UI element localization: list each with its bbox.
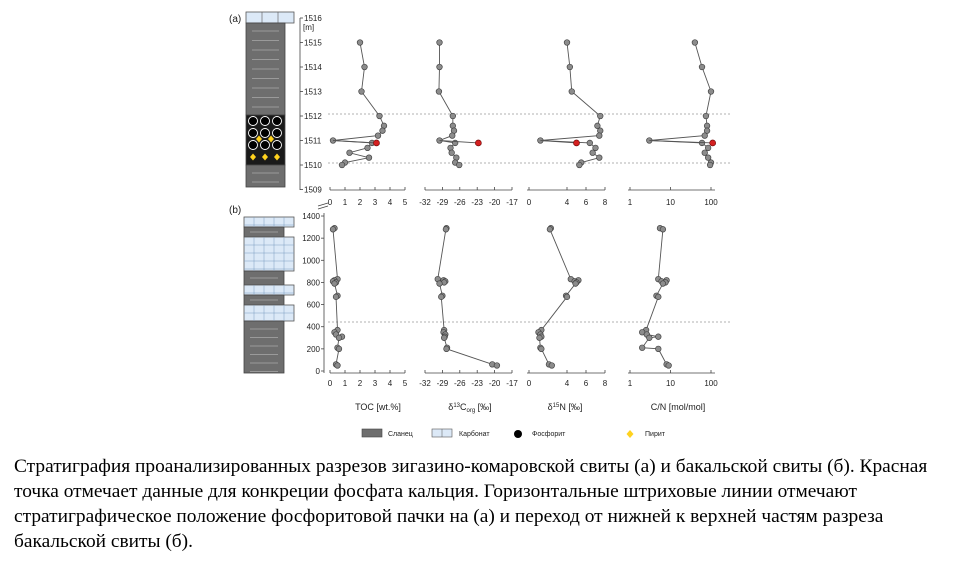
x-tick-label: 10 bbox=[666, 198, 675, 207]
nodule-point bbox=[710, 140, 716, 146]
data-point bbox=[330, 227, 336, 233]
x-tick-label: -23 bbox=[471, 198, 483, 207]
height-tick-label: 600 bbox=[306, 300, 320, 310]
x-tick-label: 3 bbox=[372, 198, 378, 207]
n15-x-axis bbox=[527, 370, 608, 388]
depth-tick-label: 1514 bbox=[304, 63, 322, 72]
series-line bbox=[539, 228, 579, 365]
c13-x-axis bbox=[419, 187, 518, 207]
height-tick-label: 1200 bbox=[302, 234, 320, 244]
data-point bbox=[587, 140, 593, 146]
c13-series-a bbox=[436, 40, 481, 168]
toc-series-a bbox=[330, 40, 387, 168]
data-point bbox=[597, 133, 603, 139]
x-tick-label: 2 bbox=[357, 379, 363, 388]
cn-axis-title: C/N [mol/mol] bbox=[650, 402, 706, 412]
data-point bbox=[666, 363, 672, 369]
data-point bbox=[359, 89, 365, 95]
data-point bbox=[335, 363, 341, 369]
data-point bbox=[366, 155, 372, 161]
nodule-point bbox=[475, 140, 481, 146]
data-point bbox=[639, 345, 645, 351]
panel-b-label: (b) bbox=[229, 205, 242, 216]
data-point bbox=[597, 113, 603, 119]
x-tick-label: 0 bbox=[327, 379, 333, 388]
n15-series-a bbox=[538, 40, 603, 168]
data-point bbox=[702, 133, 708, 139]
x-tick-label: 0 bbox=[526, 198, 532, 207]
data-point bbox=[377, 113, 383, 119]
x-tick-label: -20 bbox=[488, 198, 501, 207]
legend-carbonate-label: Карбонат bbox=[459, 431, 490, 438]
depth-tick-label: 1512 bbox=[304, 112, 322, 121]
nodule-point bbox=[574, 140, 580, 146]
x-tick-label: 5 bbox=[402, 198, 408, 207]
x-tick-label: -32 bbox=[419, 379, 431, 388]
data-point bbox=[569, 89, 575, 95]
x-tick-label: 0 bbox=[526, 379, 532, 388]
x-tick-label: 4 bbox=[564, 379, 570, 388]
x-tick-label: 100 bbox=[704, 198, 718, 207]
data-point bbox=[375, 133, 381, 139]
legend-shale-swatch bbox=[362, 429, 382, 437]
n15-axis-title: $\delta^{15}N$ [‰] bbox=[547, 402, 583, 412]
toc-series-b bbox=[330, 225, 345, 368]
x-tick-label: 6 bbox=[583, 198, 589, 207]
data-point bbox=[660, 227, 666, 233]
data-point bbox=[437, 64, 443, 70]
x-tick-label: 0 bbox=[327, 198, 333, 207]
data-point bbox=[449, 150, 455, 156]
x-tick-label: 6 bbox=[583, 379, 589, 388]
data-point bbox=[577, 162, 583, 168]
legend bbox=[362, 429, 666, 438]
x-tick-label: -26 bbox=[454, 198, 466, 207]
x-tick-label: 8 bbox=[602, 198, 608, 207]
x-tick-label: -17 bbox=[506, 379, 518, 388]
toc-x-axis bbox=[328, 370, 408, 388]
x-tick-label: 1 bbox=[627, 379, 633, 388]
data-point bbox=[656, 294, 662, 300]
x-tick-label: -32 bbox=[419, 198, 431, 207]
x-tick-label: 4 bbox=[387, 198, 393, 207]
legend-pyrite-symbol bbox=[627, 430, 634, 438]
data-point bbox=[656, 334, 662, 340]
x-tick-label: 8 bbox=[602, 379, 608, 388]
data-point bbox=[699, 64, 705, 70]
data-point bbox=[656, 346, 662, 352]
data-point bbox=[597, 155, 603, 161]
x-tick-label: -26 bbox=[454, 379, 466, 388]
x-tick-label: 100 bbox=[704, 379, 718, 388]
cn-series-b bbox=[639, 225, 671, 368]
depth-tick-label: 1510 bbox=[304, 161, 322, 170]
data-point bbox=[708, 89, 714, 95]
x-tick-label: 4 bbox=[387, 379, 393, 388]
data-point bbox=[449, 133, 455, 139]
data-point bbox=[573, 281, 579, 287]
data-point bbox=[703, 113, 709, 119]
x-tick-label: 1 bbox=[342, 379, 348, 388]
data-point bbox=[333, 294, 339, 300]
x-tick-label: 1 bbox=[342, 198, 348, 207]
data-point bbox=[494, 363, 500, 369]
nodule-point bbox=[374, 140, 380, 146]
legend-phosphorite-label: Фосфорит bbox=[532, 431, 566, 438]
series-line bbox=[333, 43, 384, 166]
data-point bbox=[441, 335, 447, 341]
depth-axis-a bbox=[300, 14, 322, 195]
height-axis-b bbox=[302, 203, 328, 376]
depth-tick-label: 1513 bbox=[304, 87, 322, 97]
x-tick-label: 4 bbox=[564, 198, 570, 207]
data-point bbox=[547, 227, 553, 233]
series-line bbox=[540, 43, 600, 166]
lithology-column-a bbox=[246, 12, 294, 187]
c13-axis-title: $\delta^{13}C_{org}$ [‰] bbox=[448, 402, 492, 414]
toc-axis-title: TOC [wt.%] bbox=[355, 402, 401, 412]
depth-unit: [m] bbox=[303, 23, 315, 32]
series-line bbox=[649, 43, 711, 166]
x-tick-label: 2 bbox=[357, 198, 363, 207]
data-point bbox=[564, 40, 570, 46]
data-point bbox=[336, 346, 342, 352]
data-point bbox=[438, 294, 444, 300]
legend-phosphorite-symbol bbox=[514, 430, 522, 438]
depth-tick-label: 1516 bbox=[304, 14, 322, 23]
cn-series-a bbox=[647, 40, 716, 168]
data-point bbox=[707, 162, 713, 168]
data-point bbox=[362, 64, 368, 70]
figure-caption: Стратиграфия проанализированных разрезов зигазино-комаровской свиты (а) и бакальской свиты (б). Красная точка отмечает данные для конкреции фосфата кальция. Горизонтальные штриховые линии отмечают стратиграфическое положение фосфоритовой пачки на (а) и переход от нижней к верхней частям разреза бакальской свиты (б). bbox=[14, 456, 928, 552]
lithology-column-b bbox=[244, 217, 294, 373]
data-point bbox=[564, 294, 570, 300]
cn-x-axis bbox=[628, 370, 718, 388]
data-point bbox=[365, 145, 371, 151]
legend-pyrite-label: Пирит bbox=[645, 431, 665, 438]
height-tick-label: 400 bbox=[306, 322, 320, 332]
data-point bbox=[357, 40, 363, 46]
data-point bbox=[539, 346, 545, 352]
c13-series-b bbox=[435, 225, 500, 368]
x-tick-label: 10 bbox=[666, 379, 675, 388]
x-tick-label: 5 bbox=[402, 379, 408, 388]
data-point bbox=[339, 162, 345, 168]
height-tick-label: 200 bbox=[306, 344, 320, 354]
panel-a-label: (a) bbox=[229, 14, 242, 25]
data-point bbox=[537, 335, 543, 341]
depth-tick-label: 1515 bbox=[304, 38, 322, 48]
data-point bbox=[332, 281, 338, 287]
data-point bbox=[347, 150, 353, 156]
x-tick-label: -23 bbox=[471, 379, 483, 388]
x-tick-label: 1 bbox=[627, 198, 633, 207]
cn-x-axis bbox=[628, 187, 718, 207]
legend-shale-label: Сланец bbox=[388, 431, 413, 438]
x-tick-label: -17 bbox=[506, 198, 518, 207]
data-point bbox=[705, 145, 711, 151]
data-point bbox=[437, 281, 443, 287]
data-point bbox=[437, 40, 443, 46]
data-point bbox=[336, 335, 342, 341]
data-point bbox=[443, 227, 449, 233]
toc-x-axis bbox=[328, 187, 408, 207]
n15-series-b bbox=[536, 225, 582, 368]
data-point bbox=[647, 335, 653, 341]
x-tick-label: -29 bbox=[436, 198, 449, 207]
c13-x-axis bbox=[419, 370, 518, 388]
height-tick-label: 800 bbox=[306, 278, 320, 288]
data-point bbox=[456, 162, 462, 168]
height-tick-label: 1000 bbox=[302, 256, 320, 266]
x-tick-label: -29 bbox=[436, 379, 449, 388]
data-point bbox=[444, 346, 450, 352]
data-point bbox=[436, 89, 442, 95]
x-tick-label: 3 bbox=[372, 379, 378, 388]
depth-tick-label: 1511 bbox=[304, 136, 322, 146]
x-tick-label: -20 bbox=[488, 379, 501, 388]
data-point bbox=[380, 128, 386, 134]
data-point bbox=[590, 150, 596, 156]
data-point bbox=[660, 281, 666, 287]
height-tick-label: 0 bbox=[315, 367, 320, 376]
data-point bbox=[549, 363, 555, 369]
data-point bbox=[702, 150, 708, 156]
n15-x-axis bbox=[527, 187, 608, 207]
data-point bbox=[692, 40, 698, 46]
depth-tick-label: 1509 bbox=[304, 185, 322, 195]
data-point bbox=[567, 64, 573, 70]
data-point bbox=[450, 113, 456, 119]
height-tick-label: 1400 bbox=[302, 212, 320, 222]
